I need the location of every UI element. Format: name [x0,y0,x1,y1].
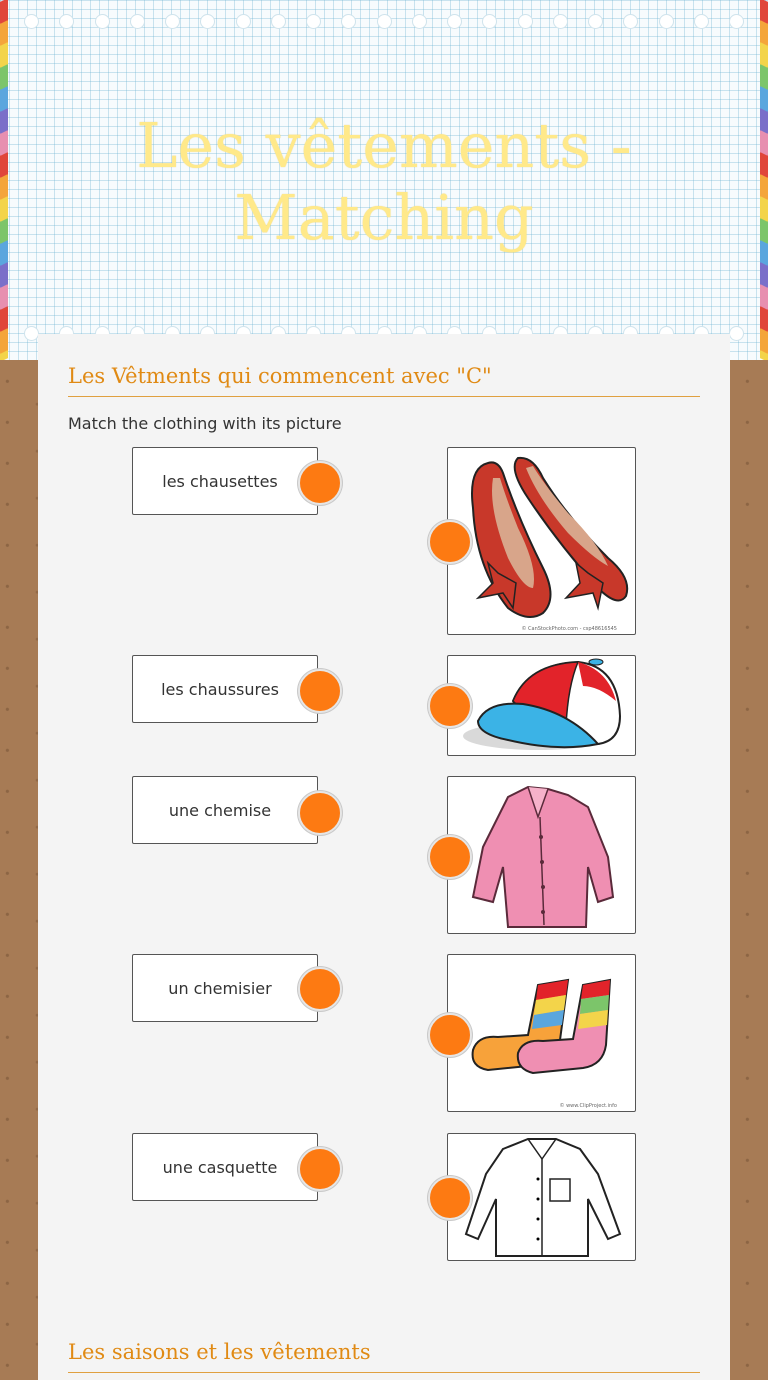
baseball-cap-image [448,656,635,755]
word-connector-dot-4[interactable] [298,967,342,1011]
picture-card-socks[interactable] [447,954,636,1112]
picture-connector-dot-1[interactable] [428,520,472,564]
picture-card-cap[interactable] [447,655,636,756]
red-shoes-image [448,448,635,634]
white-shirt-outline-image [448,1134,635,1260]
picture-connector-dot-2[interactable] [428,684,472,728]
picture-connector-dot-4[interactable] [428,1013,472,1057]
image-credit-shoes: © CanStockPhoto.com - csp48616545 [521,626,617,632]
word-card-1[interactable]: les chausettes [132,447,318,515]
word-card-4[interactable]: un chemisier [132,954,318,1022]
worksheet-card [38,334,730,1380]
section-title-c-clothing: Les Vêtments qui commencent avec "C" [68,364,700,397]
section-title-seasons: Les saisons et les vêtements [68,1340,700,1373]
word-connector-dot-2[interactable] [298,669,342,713]
picture-card-shoes[interactable] [447,447,636,635]
word-card-2[interactable]: les chaussures [132,655,318,723]
title-line-2: Matching [234,181,534,254]
image-credit-socks: © www.ClipProject.info [559,1103,617,1109]
picture-card-shirt[interactable] [447,1133,636,1261]
instruction-text: Match the clothing with its picture [68,414,342,433]
striped-socks-image [448,955,635,1111]
worksheet-header [0,0,768,360]
word-connector-dot-3[interactable] [298,791,342,835]
word-connector-dot-5[interactable] [298,1147,342,1191]
word-card-5[interactable]: une casquette [132,1133,318,1201]
word-connector-dot-1[interactable] [298,461,342,505]
binder-holes-top [24,14,744,30]
word-card-3[interactable]: une chemise [132,776,318,844]
picture-connector-dot-5[interactable] [428,1176,472,1220]
picture-connector-dot-3[interactable] [428,835,472,879]
picture-card-blouse[interactable] [447,776,636,934]
pink-blouse-image [448,777,635,933]
page-title [0,110,768,254]
title-line-1: Les vêtements - [136,109,632,182]
